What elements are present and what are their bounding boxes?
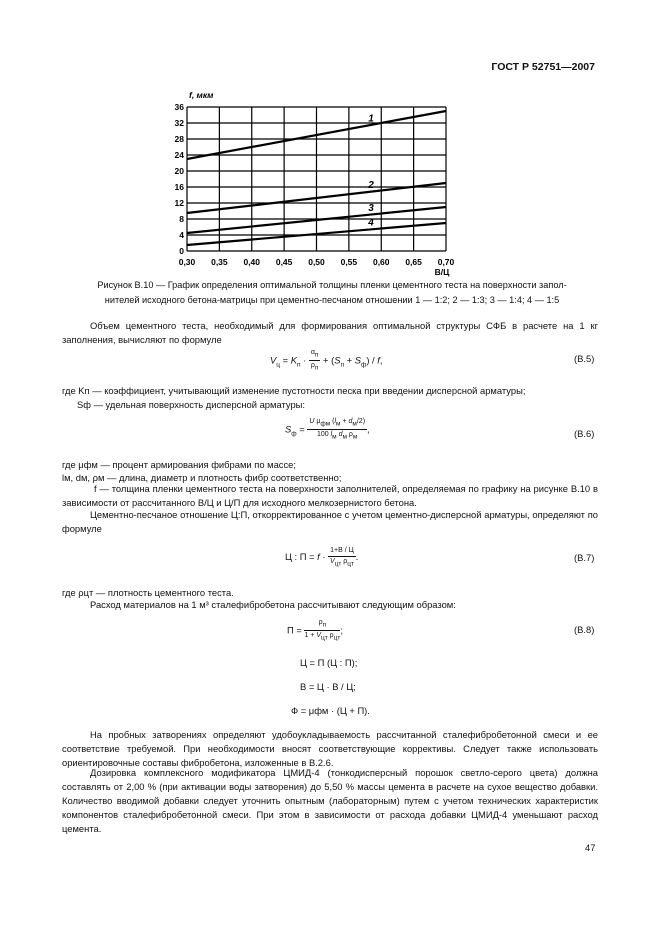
caption-line-1: Рисунок В.10 — График определения оптимальной толщины пленки цементного теста на поверхности запол- xyxy=(97,280,567,290)
x-tick-label: 0,30 xyxy=(178,257,196,267)
x-tick-label: 0,70 xyxy=(437,257,455,267)
paragraph-3a: где μфм — процент армирования фибрами по массе; xyxy=(62,459,296,470)
x-tick-label: 0,65 xyxy=(405,257,422,267)
formula-b8-number: (В.8) xyxy=(574,624,595,635)
y-tick-label: 4 xyxy=(179,230,184,240)
series-label-3: 3 xyxy=(368,202,374,214)
y-tick-label: 12 xyxy=(174,198,184,208)
y-tick-label: 28 xyxy=(174,134,184,144)
x-tick-label: 0,45 xyxy=(275,257,293,267)
paragraph-5a: где ρцт — плотность цементного теста. xyxy=(62,587,234,598)
series-label-1: 1 xyxy=(368,113,374,125)
paragraph-2b: Sф — удельная поверхность дисперсной арматуры: xyxy=(77,399,306,410)
x-tick-label: 0,55 xyxy=(340,257,358,267)
y-tick-label: 32 xyxy=(174,118,184,128)
y-tick-label: 36 xyxy=(174,102,184,112)
y-tick-label: 16 xyxy=(174,182,184,192)
x-tick-label: 0,35 xyxy=(211,257,228,267)
paragraph-6: На пробных затворениях определяют удобоукладываемость рассчитанной сталефибробетонной смеси и ее соответствие требуемой. При необходимости вносят соответствующие коррективы. Следует также использовать ориентировочные составы фибробетона, изложенные в В.2.6. xyxy=(62,729,598,768)
x-tick-label: 0,60 xyxy=(372,257,390,267)
formula-fiber: Ф = μфм · (Ц + П). xyxy=(291,705,370,716)
paragraph-2a: где Kп — коэффициент, учитывающий изменение пустотности песка при введении дисперсной арматуры; xyxy=(62,385,526,396)
formula-b6: $S_ф$ = $\frac{U \mu_{фм} (l_м + d_м/2)}{100 l_м d_м \rho_м}$ , xyxy=(285,418,370,441)
y-tick-label: 8 xyxy=(179,214,184,224)
formula-b8: П = $\frac{\rho_п}{1 + V_{цт} \rho_{цт}}$ ; xyxy=(287,619,343,642)
formula-water: В = Ц · В / Ц; xyxy=(300,681,356,692)
paragraph-7: Дозировка комплексного модификатора ЦМИД-4 (тонкодисперсный порошок светло-серого цвета) должна составлять от 2,00 % (при активации воды затворения) до 5,50 % массы цемента в расчете на сухое вещество добавки. Количество вводимой добавки следует уточнить опытным (лабораторным) путем с учетом технических характеристик компонентов сталефибробетонной смеси. При этом в зависимости от расхода добавки ЦМИД-4 уменьшают расход цемента. xyxy=(62,767,598,834)
formula-b7-number: (В.7) xyxy=(574,552,595,563)
y-tick-label: 0 xyxy=(179,246,184,256)
paragraph-3c: f — толщина пленки цементного теста на поверхности заполнителей, определяемая по графику на рисунке В.10 в зависимости от рассчитанного В/Ц и Ц/П для исходного мелкозернистого бетона. xyxy=(62,483,598,508)
chart xyxy=(150,85,480,280)
y-axis-label: f, мкм xyxy=(189,90,214,100)
figure-caption xyxy=(62,278,602,308)
formula-cement: Ц = П (Ц : П); xyxy=(300,657,358,668)
page-number: 47 xyxy=(585,842,596,853)
formula-b7: Ц : П = f · $\frac{1+В / Ц}{V_{цт} \rho_{цт}}$ . xyxy=(285,547,359,568)
y-tick-label: 24 xyxy=(174,150,184,160)
paragraph-3b: lм, dм, ρм — длина, диаметр и плотность фибр соответственно; xyxy=(62,472,342,483)
x-tick-label: 0,40 xyxy=(243,257,261,267)
paragraph-5b: Расход материалов на 1 м³ сталефибробетона рассчитывают следующим образом: xyxy=(90,599,456,610)
series-label-2: 2 xyxy=(368,180,374,191)
x-axis-label: В/Ц xyxy=(434,267,450,277)
series-label-4: 4 xyxy=(368,217,374,229)
y-tick-label: 20 xyxy=(174,166,184,176)
paragraph-4: Цементно-песчаное отношение Ц:П, откорректированное с учетом цементно-дисперсной арматуры, определяют по формуле xyxy=(62,509,598,534)
document-header: ГОСТ Р 52751—2007 xyxy=(491,61,595,73)
formula-b5-number: (В.5) xyxy=(574,353,595,364)
formula-b6-number: (В.6) xyxy=(574,428,595,439)
paragraph-1: Объем цементного теста, необходимый для формирования оптимальной структуры СФБ в расчете на 1 кг заполнения, вычисляют по формуле xyxy=(62,320,598,345)
formula-b5: $V_ц = K_п$ · $\frac{\alpha_п}{\rho_п}$ + $(S_п + S_ф) / f$, xyxy=(270,349,383,372)
x-tick-label: 0,50 xyxy=(308,257,325,267)
caption-line-2: нителей исходного бетона-матрицы при цементно-песчаном отношении 1 — 1:2; 2 — 1:3; 3 — 1:4; 4 — 1:5 xyxy=(104,295,560,305)
